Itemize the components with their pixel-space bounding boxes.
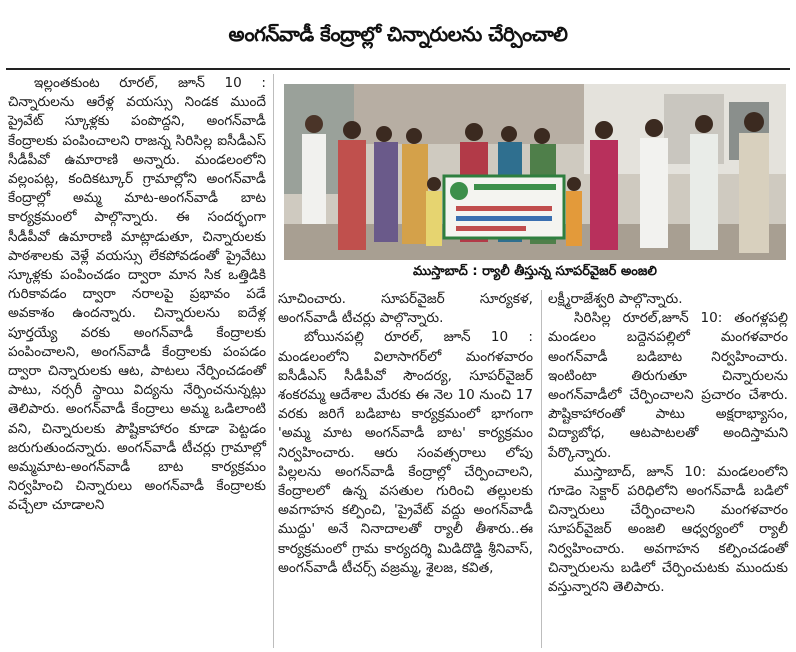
article-text: సిరిసిల్ల రూరల్,జూన్ 10: తంగళ్లపల్లి మండలం బద్దెనపల్లిలో మంగళవారం అంగన్‌వాడీ బడిబాట నిర్వహించారు. ఇంటింటా తిరుగుతూ చిన్నారులను అంగన్‌వాడీలో చేర్పించాలని ప్రచారం చేశారు. పౌష్టికాహారంతో పాటు అక్షరాభ్యాసం, విద్యాబోధ, ఆటపాటలతో అందిస్తామని పేర్కొన్నారు. (548, 310, 788, 461)
article-paragraph (8, 74, 266, 516)
article-paragraph: సూచించారు. సూపర్‌వైజర్ సూర్యకళ, అంగన్‌వాడీ టీచర్లు పాల్గొన్నారు. (278, 291, 533, 327)
article-column-3 (548, 290, 788, 597)
article-text: బోయినపల్లి రూరల్, జూన్ 10 : మండలంలోని విలాసాగర్‌లో మంగళవారం ఐసీడీఎస్ సీడీపీవో సౌందర్య, సూపర్‌వైజర్ శంకరమ్మ ఆదేశాల మేరకు ఈ నెల 10 నుంచి 17 వరకు జరిగే బడిబాట కార్యక్రమంలో భాగంగా 'అమ్మ మాట అంగన్‌వాడీ బాట' కార్యక్రమం నిర్వహించారు. ఆరు సంవత్సరాలు లోపు పిల్లలను అంగన్‌వాడీ కేంద్రాల్లో చేర్పించాలని, కేంద్రాలలో ఉన్న వసతుల గురించి తల్లులకు అవగాహన కల్పించి, 'ప్రైవేట్ వద్దు అంగన్‌వాడీ ముద్దు' అనే నినాదాలతో ర్యాలీ తీశారు..ఈ కార్యక్రమంలో గ్రామ కార్యదర్శి మిడిదొడ్డి శ్రీనివాస్, అంగన్‌వాడీ టీచర్స్ వజ్రమ్మ, శైలజ, కవిత, (278, 329, 533, 576)
article-text: ఇల్లంతకుంట రూరల్, జూన్ 10 : చిన్నారులను ఆరేళ్ల వయస్సు నిండక ముందే ప్రైవేట్ స్కూళ్లకు పంపొద్దని, అంగన్‌వాడీ కేంద్రాలకు పంపించాలని రాజన్న సిరిసిల్ల ఐసీడీఎస్ సీడీపీవో ఉమారాణి అన్నారు. మండలంలోని వల్లంపట్ల, కందికట్కూర్ గ్రామాల్లోని అంగన్‌వాడీ కేంద్రాల్లో అమ్మ మాట-అంగన్‌వాడీ బాట కార్యక్రమంలో పాల్గొన్నారు. ఈ సందర్భంగా సీడీపీవో ఉమారాణి మాట్లాడుతూ, చిన్నారులకు పాఠశాలకు వెళ్లే వయస్సు లేకపోవడంతో ప్రైవేటు స్కూళ్లకు పంపించడం ద్వారా మాన సిక ఒత్తిడికి గురికావడం ద్వారా నరాలపై ప్రభావం పడే అవకాశం ఉందన్నారు. చిన్నారులను ఐదేళ్ల పూర్తయ్యే వరకు అంగన్‌వాడీ కేంద్రాలకు పంపించాలని, అంగన్‌వాడీ కేంద్రాలకు పంపడం ద్వారా చిన్నారులకు ఆట, పాటలు నేర్పించడంతో పాటు, నర్సరీ స్థాయి విద్యను నేర్పించనున్నట్లు తెలిపారు. అంగన్‌వాడీ కేంద్రాలు అమ్మ ఒడిలాంటి వని, చిన్నారులకు పౌష్టికాహారం కూడా పెట్టడం జరుగుతుందన్నారు. అంగన్‌వాడీ టీచర్లు గ్రామాల్లో అమ్మమాట-అంగన్‌వాడీ బాట కార్యక్రమం నిర్వహించి చిన్నారులు అంగన్‌వాడీ కేంద్రాలకు వచ్చేలా చూడాలని (8, 75, 266, 514)
article-paragraph: లక్ష్మీరాజేశ్వరి పాల్గొన్నారు. (548, 291, 683, 307)
article-paragraph (548, 463, 788, 597)
column-divider (541, 290, 542, 648)
article-paragraph (278, 328, 533, 578)
column-divider (273, 74, 274, 648)
article-column-1 (8, 74, 266, 516)
article-text: ముస్తాబాద్, జూన్ 10: మండలంలోని గూడెం సెక్టార్ పరిధిలోని అంగన్‌వాడీ బడిలో చిన్నారులు చేర్పించాలని మంగళవారం సూపర్‌వైజర్ అంజలి ఆధ్వర్యంలో ర్యాలీ నిర్వహించారు. అవగాహన కల్పించడంతో చిన్నారులను బడిలో చేర్పించుటకు ముందుకు వస్తున్నారని తెలిపారు. (548, 463, 788, 596)
photo-caption: ముస్తాబాద్ : ర్యాలీ తీస్తున్న సూపర్‌వైజర్ అంజలి (413, 264, 657, 279)
rally-photo-illustration (284, 84, 786, 260)
headline-rule (6, 68, 790, 70)
news-photo (284, 84, 786, 260)
article-column-2 (278, 290, 533, 578)
article-paragraph (548, 309, 788, 463)
headline: అంగన్‌వాడీ కేంద్రాల్లో చిన్నారులను చేర్పించాలి (228, 22, 568, 46)
